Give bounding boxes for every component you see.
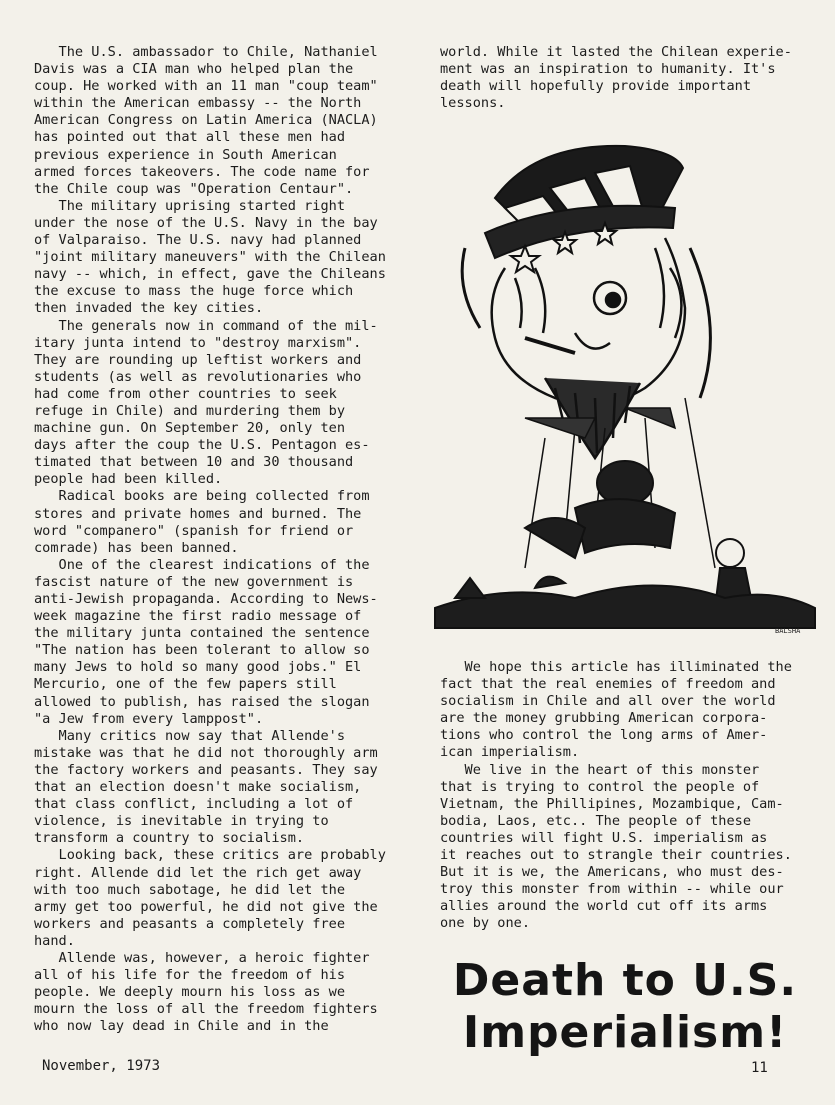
left-column-line: The generals now in command of the mil- — [34, 317, 378, 334]
left-column-line: mourn the loss of all the freedom fighters — [34, 1001, 378, 1018]
left-column-line: The U.S. ambassador to Chile, Nathaniel — [34, 44, 378, 60]
left-column-line: They are rounding up leftist workers and — [34, 351, 362, 368]
left-column-line: navy -- which, in effect, gave the Chileans — [34, 266, 386, 283]
left-column-line: of Valparaiso. The U.S. navy had planned — [34, 232, 362, 249]
left-column-line: workers and peasants a completely free — [34, 915, 345, 932]
right-bottom-line: We live in the heart of this monster — [440, 761, 760, 778]
right-bottom-line: one by one. — [440, 915, 531, 932]
right-bottom-line: fact that the real enemies of freedom and — [440, 676, 776, 693]
left-column-line: within the American embassy -- the North — [34, 95, 362, 112]
left-column-line: coup. He worked with an 11 man "coup team" — [34, 78, 378, 95]
left-column-line: Allende was, however, a heroic fighter — [34, 949, 370, 966]
right-bottom-line: But it is we, the Americans, who must des- — [440, 864, 784, 881]
left-column-line: word "companero" (spanish for friend or — [34, 522, 354, 539]
left-column-line: refuge in Chile) and murdering them by — [34, 402, 345, 419]
headline — [425, 955, 825, 1059]
left-column-line: Many critics now say that Allende's — [34, 727, 345, 744]
left-column-line: people. We deeply mourn his loss as we — [34, 984, 345, 1001]
right-top-line: ment was an inspiration to humanity. It's — [440, 61, 776, 78]
left-column-line: previous experience in South American — [34, 146, 337, 163]
right-bottom-line: it reaches out to strangle their countries. — [440, 847, 792, 864]
left-column-line: machine gun. On September 20, only ten — [34, 420, 345, 437]
right-top-line: death will hopefully provide important — [440, 78, 751, 95]
right-top-line: lessons. — [440, 95, 506, 112]
left-column-line: many Jews to hold so many good jobs." El — [34, 659, 362, 676]
left-column-line: allowed to publish, has raised the slogan — [34, 693, 370, 710]
left-column-line: who now lay dead in Chile and in the — [34, 1018, 329, 1035]
right-bottom-line: We hope this article has illiminated the — [440, 659, 792, 675]
right-bottom-line: ican imperialism. — [440, 744, 580, 761]
right-bottom-line: tions who control the long arms of Amer- — [440, 727, 768, 744]
right-bottom-line: bodia, Laos, etc.. The people of these — [440, 812, 751, 829]
left-column-line: itary junta intend to "destroy marxism". — [34, 334, 362, 351]
right-bottom-line: socialism in Chile and all over the world — [440, 693, 776, 710]
left-column-line: comrade) has been banned. — [34, 539, 239, 556]
left-column-line: "joint military maneuvers" with the Chilean — [34, 249, 386, 266]
page-number: 11 — [751, 1060, 768, 1076]
left-column-line: violence, is inevitable in trying to — [34, 813, 329, 830]
left-column-line: Mercurio, one of the few papers still — [34, 676, 337, 693]
right-bottom-text — [440, 659, 820, 933]
right-bottom-line: troy this monster from within -- while our — [440, 881, 784, 898]
left-column-line: under the nose of the U.S. Navy in the bay — [34, 214, 378, 231]
left-column-line: the Chile coup was "Operation Centaur". — [34, 180, 354, 197]
uncle-sam-cartoon-illustration — [425, 128, 821, 638]
left-column-line: armed forces takeovers. The code name for — [34, 163, 370, 180]
right-bottom-line: that is trying to control the people of — [440, 778, 760, 795]
left-column-line: that class conflict, including a lot of — [34, 796, 354, 813]
left-column-line: with too much sabotage, he did let the — [34, 881, 345, 898]
left-column-line: mistake was that he did not thoroughly arm — [34, 744, 378, 761]
artist-signature: BALSHA — [775, 627, 801, 635]
left-column-line: the excuse to mass the huge force which — [34, 283, 354, 300]
left-column-line: Davis was a CIA man who helped plan the — [34, 61, 354, 78]
headline-line-1: Death to U.S. — [452, 955, 798, 1006]
left-column-line: anti-Jewish propaganda. According to News- — [34, 591, 378, 607]
footer-date: November, 1973 — [42, 1058, 161, 1074]
left-column-line: transform a country to socialism. — [34, 830, 305, 847]
right-bottom-line: Vietnam, the Phillipines, Mozambique, Cam- — [440, 795, 784, 812]
left-column-line: The military uprising started right — [34, 197, 345, 214]
left-column-line: students (as well as revolutionaries who — [34, 368, 362, 385]
left-column-line: timated that between 10 and 30 thousand — [34, 454, 354, 471]
left-column-line: the military junta contained the sentence — [34, 625, 370, 642]
left-column-line: American Congress on Latin America (NACLA) — [34, 112, 378, 129]
top-hat-icon — [485, 146, 683, 272]
left-column-line: hand. — [34, 932, 75, 949]
left-column-line: stores and private homes and burned. The — [34, 505, 362, 522]
left-column-line: all of his life for the freedom of his — [34, 967, 345, 984]
left-column-line: people had been killed. — [34, 471, 223, 488]
left-column-line: "a Jew from every lamppost". — [34, 710, 264, 727]
left-column-line: One of the clearest indications of the — [34, 556, 370, 573]
left-column-line: then invaded the key cities. — [34, 300, 264, 317]
headline-line-2: Imperialism! — [462, 1007, 788, 1058]
right-top-line: world. While it lasted the Chilean experie- — [440, 44, 792, 60]
left-column-line: that an election doesn't make socialism, — [34, 779, 362, 796]
left-column-line: fascist nature of the new government is — [34, 573, 354, 590]
left-column-line: Looking back, these critics are probably — [34, 847, 386, 864]
left-column-line: army get too powerful, he did not give the — [34, 898, 378, 915]
left-column-line: Radical books are being collected from — [34, 488, 370, 505]
left-column-line: right. Allende did let the rich get away — [34, 864, 362, 881]
right-top-text — [440, 44, 820, 112]
left-column-line: "The nation has been tolerant to allow so — [34, 642, 370, 659]
right-bottom-line: are the money grubbing American corpora- — [440, 710, 768, 727]
left-column-line: days after the coup the U.S. Pentagon es- — [34, 437, 370, 454]
left-column-line: the factory workers and peasants. They say — [34, 761, 378, 778]
left-column-line: had come from other countries to seek — [34, 385, 337, 402]
left-column-line: has pointed out that all these men had — [34, 129, 345, 146]
right-bottom-line: allies around the world cut off its arms — [440, 898, 768, 915]
fallen-figures-icon — [435, 461, 815, 628]
left-column-line: week magazine the first radio message of — [34, 608, 362, 625]
right-bottom-line: countries will fight U.S. imperialism as — [440, 829, 768, 846]
left-text-column — [34, 44, 414, 1035]
